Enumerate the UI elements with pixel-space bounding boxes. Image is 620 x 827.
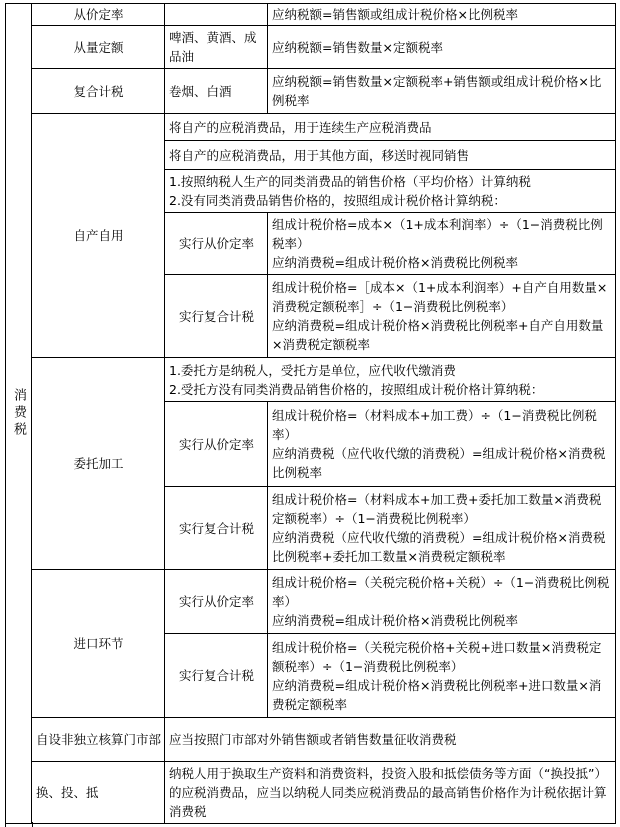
- formula-line-1: 组成计税价格=（关税完税价格+关税）÷（1−消费税比例税率）: [272, 575, 610, 609]
- rule-cell: 纳税人用于换取生产资料和消费资料，投资入股和抵偿债务等方面（“换投抵”）的应税消费品，应当以纳税人同类应税消费品的最高销售价格作为计税依据计算消费税: [165, 762, 616, 824]
- method-label: 从价定率: [32, 4, 165, 26]
- note-2: 2.受托方没有同类消费品销售价格的，按照组成计税价格计算纳税：: [169, 381, 544, 397]
- method-label: 复合计税: [32, 69, 165, 114]
- formula-line-1: 组成计税价格=（关税完税价格+关税+进口数量×消费税定额税率）÷（1−消费税比例税率）: [272, 639, 602, 674]
- consumption-tax-table-wrapper: [5, 3, 615, 824]
- formula-cell: [268, 402, 616, 487]
- table-row-import-ad-valorem: [6, 570, 616, 634]
- rule-cell: 将自产的应税消费品，用于其他方面，移送时视同销售: [165, 141, 616, 170]
- formula-line-2: 应纳消费税=组成计税价格×消费税比例税率+自产自用数量×消费税定额税率: [272, 318, 604, 352]
- formula-line-2: 应纳消费税（应代收代缴的消费税）=组成计税价格×消费税比例税率+委托加工数量×消费税定额税率: [272, 530, 606, 564]
- section-label-self-use: 自产自用: [32, 114, 165, 358]
- note-1: 1.按照纳税人生产的同类消费品的销售价格（平均价格）计算纳税: [169, 174, 531, 189]
- formula-cell: [268, 487, 616, 570]
- notes-cell: [165, 358, 616, 402]
- formula-cell: 应纳税额=销售额或组成计税价格×比例税率: [268, 4, 616, 26]
- note-1: 1.委托方是纳税人，受托方是单位，应代收代缴消费: [169, 362, 456, 378]
- formula-line-2: 应纳消费税=组成计税价格×消费税比例税率+进口数量×消费税定额税率: [272, 677, 602, 712]
- section-label-exchange: 换、投、抵: [32, 762, 165, 824]
- formula-cell: [268, 634, 616, 718]
- formula-cell: [268, 213, 616, 275]
- formula-line-2: 应纳消费税=组成计税价格×消费税比例税率: [272, 255, 518, 270]
- consumption-tax-table: [5, 3, 616, 824]
- formula-line-2: 应纳消费税（应代收代缴的消费税）=组成计税价格×消费税比例税率: [272, 446, 606, 480]
- table-row-self-use-rule1: [6, 114, 616, 141]
- scope-cell: 啤酒、黄酒、成品油: [165, 26, 268, 69]
- formula-cell: [268, 570, 616, 634]
- note-2: 2.没有同类消费品销售价格的，按照组成计税价格计算纳税：: [169, 193, 506, 208]
- formula-line-1: 组成计税价格=成本×（1+成本利润率）÷（1−消费税比例税率）: [272, 217, 603, 251]
- category-label: 消费税: [11, 388, 26, 439]
- formula-line-1: 组成计税价格=（材料成本+加工费+委托加工数量×消费税定额税率）÷（1−消费税比例税率）: [272, 492, 602, 526]
- table-row-ad-valorem: [6, 4, 616, 26]
- table-row-compound: [6, 69, 616, 114]
- sub-method-label: 实行从价定率: [165, 213, 268, 275]
- scope-cell: 卷烟、白酒: [165, 69, 268, 114]
- table-row-store: [6, 718, 616, 762]
- table-row-consigned-notes: [6, 358, 616, 402]
- table-row-exchange: [6, 762, 616, 824]
- formula-line-1: 组成计税价格=（材料成本+加工费）÷（1−消费税比例税率）: [272, 408, 597, 442]
- formula-cell: [268, 275, 616, 358]
- section-label-import: 进口环节: [32, 570, 165, 718]
- table-row-specific: [6, 26, 616, 69]
- scope-cell: [165, 4, 268, 26]
- formula-line-2: 应纳消费税=组成计税价格×消费税比例税率: [272, 613, 518, 628]
- sub-method-label: 实行复合计税: [165, 275, 268, 358]
- sub-method-label: 实行从价定率: [165, 570, 268, 634]
- sub-method-label: 实行复合计税: [165, 487, 268, 570]
- section-label-store: 自设非独立核算门市部: [32, 718, 165, 762]
- rule-cell: 应当按照门市部对外销售额或者销售数量征收消费税: [165, 718, 616, 762]
- category-cell: [6, 4, 32, 824]
- notes-cell: [165, 170, 616, 213]
- sub-method-label: 实行从价定率: [165, 402, 268, 487]
- formula-cell: 应纳税额=销售数量×定额税率+销售额或组成计税价格×比例税率: [268, 69, 616, 114]
- section-label-consigned: 委托加工: [32, 358, 165, 570]
- formula-cell: 应纳税额=销售数量×定额税率: [268, 26, 616, 69]
- sub-method-label: 实行复合计税: [165, 634, 268, 718]
- method-label: 从量定额: [32, 26, 165, 69]
- rule-cell: 将自产的应税消费品，用于连续生产应税消费品: [165, 114, 616, 141]
- formula-line-1: 组成计税价格=［成本×（1+成本利润率）+自产自用数量×消费税定额税率］÷（1−消费税比例税率）: [272, 280, 608, 314]
